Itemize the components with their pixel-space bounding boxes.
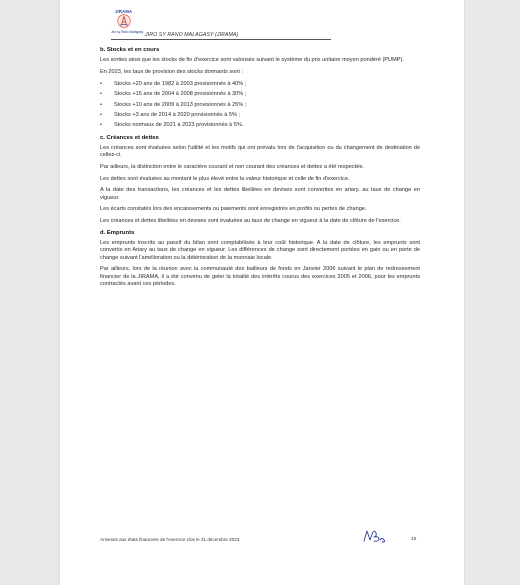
document-body — [100, 47, 420, 293]
logo-emblem-icon — [117, 14, 131, 28]
stocks-paragraph-1: Les sorties ainsi que les stocks de fin d'exercice sont valorisés suivant le système du prix unitaire moyen pondéré (PUMP). — [100, 57, 404, 64]
emprunts-paragraph-1: Les emprunts inscrits au passif du bilan sont comptabilisés à leur coût historique. A la date de clôture, les emprunts sont convertis en Ariary au taux de change en vigueur. Les différences de change sont directement portées en gain ou en perte de change suivant l'amélioration ou la détérioration de la monnaie locale. — [100, 240, 420, 261]
logo-brand-text: JIRAMA — [115, 9, 133, 14]
creances-paragraph-1: Les créances sont évaluées selon l'utilité et les motifs qui ont prévalu lors de l'acquisition ou du changement de destination de celles-ci. — [100, 144, 420, 158]
document-page — [60, 0, 464, 585]
signature-initials-icon — [362, 528, 388, 544]
bullet-icon: • — [100, 91, 102, 98]
bullet-icon: • — [100, 111, 102, 118]
bullet-icon: • — [100, 80, 102, 87]
page-number: 10 — [411, 537, 417, 542]
list-item — [100, 91, 420, 98]
stocks-provision-list — [100, 81, 420, 130]
list-item-text: Stocks +15 ans de 2004 à 2008 provisionnés à 30% ; — [114, 91, 247, 98]
header-divider — [111, 39, 331, 40]
list-item-text: Stocks normaux de 2021 à 2023 provisionnés à 5%. — [114, 122, 244, 129]
list-item — [100, 102, 420, 109]
company-title: JIRO SY RANO MALAGASY (JIRAMA) — [145, 32, 239, 38]
creances-paragraph-5: Les écarts constatés lors des encaissements ou paiements sont enregistrés en profits ou pertes de change. — [100, 206, 367, 213]
section-heading-emprunts: d. Emprunts — [100, 229, 135, 236]
list-item-text: Stocks +3 ans de 2014 à 2020 provisionnés à 5% ; — [114, 111, 241, 118]
creances-paragraph-3: Les dettes sont évaluées au montant le plus élevé entre la valeur historique et celle de fin d'exercice. — [100, 175, 350, 182]
stocks-paragraph-2: En 2023, les taux de provision des stocks dormants sont : — [100, 69, 244, 75]
footer-caption: Annexes aux états financiers de l'exercice clos le 31 décembre 2023 — [100, 537, 240, 542]
emprunts-paragraph-2: Par ailleurs, lors de la réunion avec la communauté des bailleurs de fonds en Janvier 2006 suivant le plan de redressement financier de la JIRAMA, il a été convenu de geler la totalité des intérêts courus des exercices 2005 et 2006, pour les emprunts contractés avant ces périodes. — [100, 266, 420, 287]
list-item — [100, 122, 420, 129]
section-heading-creances: c. Créances et dettes — [100, 134, 159, 141]
bullet-icon: • — [100, 122, 102, 129]
logo-tagline: Jiro sy Rano Malagasy — [111, 30, 144, 34]
list-item — [100, 112, 420, 119]
creances-paragraph-2: Par ailleurs, la distinction entre le caractère courant et non courant des créances et dettes a été respectée. — [100, 163, 364, 170]
bullet-icon: • — [100, 101, 102, 108]
list-item — [100, 81, 420, 88]
page-header — [111, 9, 331, 41]
jirama-logo — [111, 9, 145, 41]
list-item-text: Stocks +20 ans de 1982 à 2003 provisionnés à 40% ; — [114, 80, 247, 87]
creances-paragraph-6: Les créances et dettes libellées en devises sont évaluées au taux de change en vigueur à la date de clôture de l'exercice. — [100, 218, 401, 225]
section-heading-stocks: b. Stocks et en cours — [100, 47, 160, 53]
list-item-text: Stocks +10 ans de 2009 à 2013 provisionnés à 25% ; — [114, 101, 247, 108]
creances-paragraph-4: A la date des transactions, les créances et les dettes libellées en devises sont converties en ariary, au taux de change en vigueur. — [100, 187, 420, 201]
